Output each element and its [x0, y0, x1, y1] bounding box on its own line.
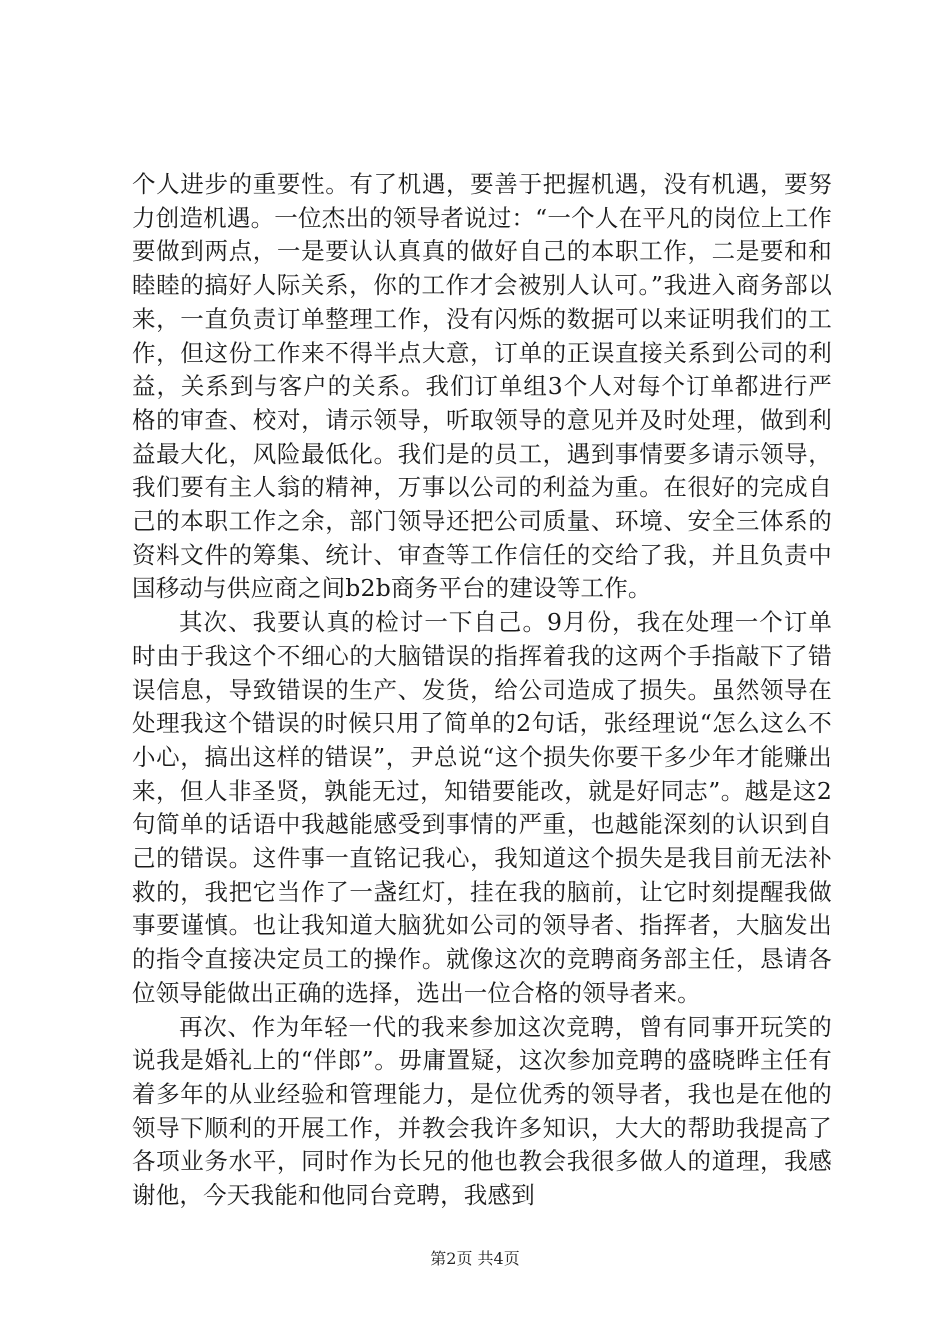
paragraph-1: 个人进步的重要性。有了机遇，要善于把握机遇，没有机遇，要努力创造机遇。一位杰出的领导者说过：“一个人在平凡的岗位上工作要做到两点，一是要认认真真的做好自己的本职工作，二是要和和睦睦的搞好人际关系，你的工作才会被别人认可。”我进入商务部以来，一直负责订单整理工作，没有闪烁的数据可以来证明我们的工作，但这份工作来不得半点大意，订单的正误直接关系到公司的利益，关系到与客户的关系。我们订单组3个人对每个订单都进行严格的审查、校对，请示领导，听取领导的意见并及时处理，做到利益最大化，风险最低化。我们是的员工，遇到事情要多请示领导，我们要有主人翁的精神，万事以公司的利益为重。在很好的完成自己的本职工作之余，部门领导还把公司质量、环境、安全三体系的资料文件的筹集、统计、审查等工作信任的交给了我，并且负责中国移动与供应商之间b2b商务平台的建设等工作。: [132, 170, 832, 603]
page-footer: 第2页 共4页: [430, 1249, 520, 1268]
paragraph-3: 再次、作为年轻一代的我来参加这次竞聘，曾有同事开玩笑的说我是婚礼上的“伴郎”。毋庸置疑，这次参加竞聘的盛晓晔主任有着多年的从业经验和管理能力，是位优秀的领导者，我也是在他的领导下顺利的开展工作，并教会我许多知识，大大的帮助我提高了各项业务水平，同时作为长兄的他也教会我很多做人的道理，我感谢他，今天我能和他同台竞聘，我感到: [132, 1012, 832, 1210]
paragraph-2: 其次、我要认真的检讨一下自己。9月份，我在处理一个订单时由于我这个不细心的大脑错误的指挥着我的这两个手指敲下了错误信息，导致错误的生产、发货，给公司造成了损失。虽然领导在处理我这个错误的时候只用了简单的2句话，张经理说“怎么这么不小心，搞出这样的错误”，尹总说“这个损失你要干多少年才能赚出来，但人非圣贤，孰能无过，知错要能改，就是好同志”。越是这2句简单的话语中我越能感受到事情的严重，也越能深刻的认识到自己的错误。这件事一直铭记我心，我知道这个损失是我目前无法补救的，我把它当作了一盏红灯，挂在我的脑前，让它时刻提醒我做事要谨慎。也让我知道大脑犹如公司的领导者、指挥者，大脑发出的指令直接决定员工的操作。就像这次的竞聘商务部主任，恳请各位领导能做出正确的选择，选出一位合格的领导者来。: [132, 608, 832, 1007]
document-body: [132, 168, 832, 1213]
